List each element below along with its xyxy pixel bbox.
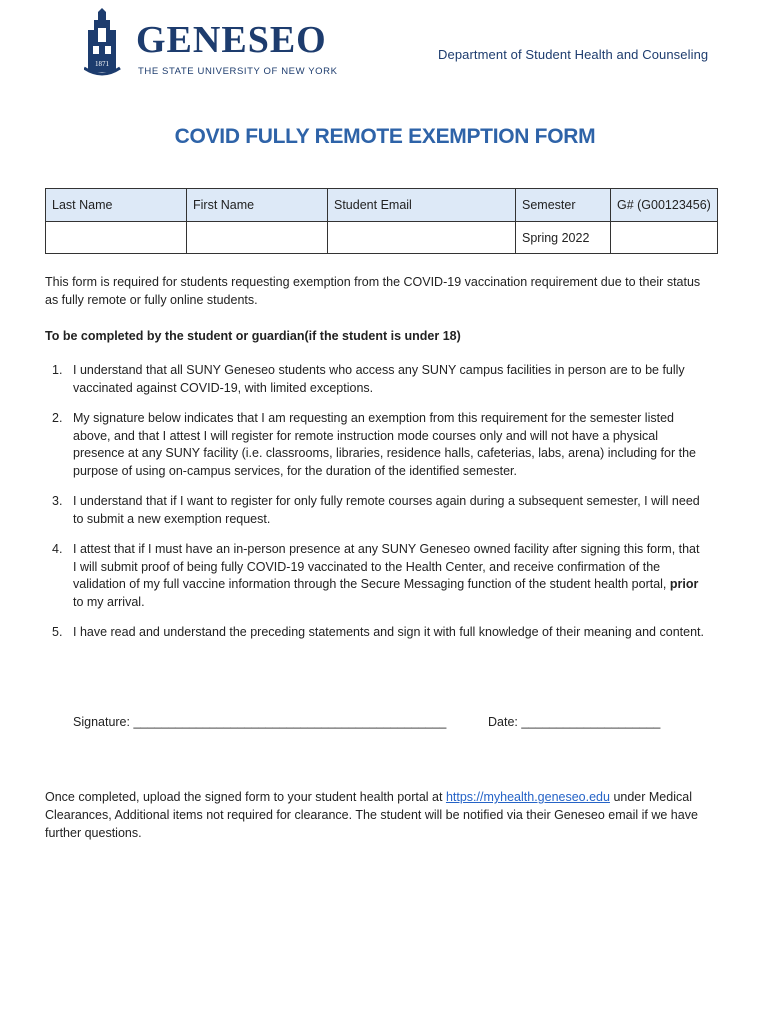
footer-text: [45, 788, 715, 842]
header-semester: Semester: [516, 189, 611, 222]
item-text-end: to my arrival.: [73, 594, 145, 609]
date-field[interactable]: Date: ____________________: [488, 715, 661, 729]
logo-brand: GENESEO: [136, 19, 327, 61]
header-student-email: Student Email: [328, 189, 516, 222]
footer-text-before: Once completed, upload the signed form to your student health portal at: [45, 790, 443, 804]
item-number: 2.: [52, 411, 63, 425]
item-number: 1.: [52, 363, 63, 377]
item-text: I understand that if I want to register for only fully remote courses again during a subsequent semester, I will need to submit a new exemption request.: [73, 494, 700, 526]
first-name-field[interactable]: [187, 222, 328, 254]
item-text: I attest that if I must have an in-person presence at any SUNY Geneseo owned facility after signing this form, that I will submit proof of being fully COVID-19 vaccinated to the Health Center, and receive confirmation of the validation of my full vaccine information through the Secure Messaging function of the student health portal,: [73, 542, 700, 591]
header-first-name: First Name: [187, 189, 328, 222]
item-text: My signature below indicates that I am requesting an exemption from this requirement for the semester listed above, and that I attest I will register for remote instruction mode courses only and will not have a physical presence at any SUNY facility (i.e. classrooms, libraries, residence halls, cafeterias, labs, arena) including for the purpose of using on-campus services, for the duration of the identified semester.: [73, 411, 696, 478]
item-emphasis: prior: [669, 577, 699, 591]
intro-text: This form is required for students requesting exemption from the COVID-19 vaccination requirement due to their status as fully remote or fully online students.: [45, 275, 701, 307]
logo-year: 1871: [95, 60, 109, 68]
table-row: [46, 222, 718, 254]
department-name: Department of Student Health and Counseling: [438, 47, 709, 62]
item-number: 5.: [52, 625, 63, 639]
list-item: [45, 410, 705, 480]
item-text: I have read and understand the preceding statements and sign it with full knowledge of their meaning and content.: [73, 625, 704, 639]
geneseo-logo: [84, 8, 346, 78]
list-item: [45, 541, 705, 611]
item-number: 3.: [52, 494, 63, 508]
item-number: 4.: [52, 542, 63, 556]
list-item: [45, 624, 705, 642]
student-info-table: [45, 188, 718, 254]
table-header-row: [46, 189, 718, 222]
semester-value: Spring 2022: [516, 222, 611, 254]
item-text: I understand that all SUNY Geneseo students who access any SUNY campus facilities in person are to be fully vaccinated against COVID-19, with limited exceptions.: [73, 363, 685, 395]
header-last-name: Last Name: [46, 189, 187, 222]
signature-field[interactable]: Signature: _____________________________________________: [73, 715, 447, 729]
header: [0, 0, 770, 90]
list-item: [45, 493, 705, 528]
last-name-field[interactable]: [46, 222, 187, 254]
health-portal-link[interactable]: https://myhealth.geneseo.edu: [445, 790, 610, 804]
logo-tagline: THE STATE UNIVERSITY OF NEW YORK: [138, 66, 338, 77]
footer-text-after: under Medical Clearances, Additional items not required for clearance. The student will be notified via their Geneseo email if we have further questions.: [45, 790, 698, 840]
g-number-field[interactable]: [611, 222, 718, 254]
list-item: [45, 362, 705, 397]
subheading: To be completed by the student or guardian(if the student is under 18): [45, 329, 461, 343]
form-title: COVID FULLY REMOTE EXEMPTION FORM: [174, 125, 596, 148]
student-email-field[interactable]: [328, 222, 516, 254]
header-g-number: G# (G00123456): [611, 189, 718, 222]
acknowledgement-list: [45, 362, 705, 642]
